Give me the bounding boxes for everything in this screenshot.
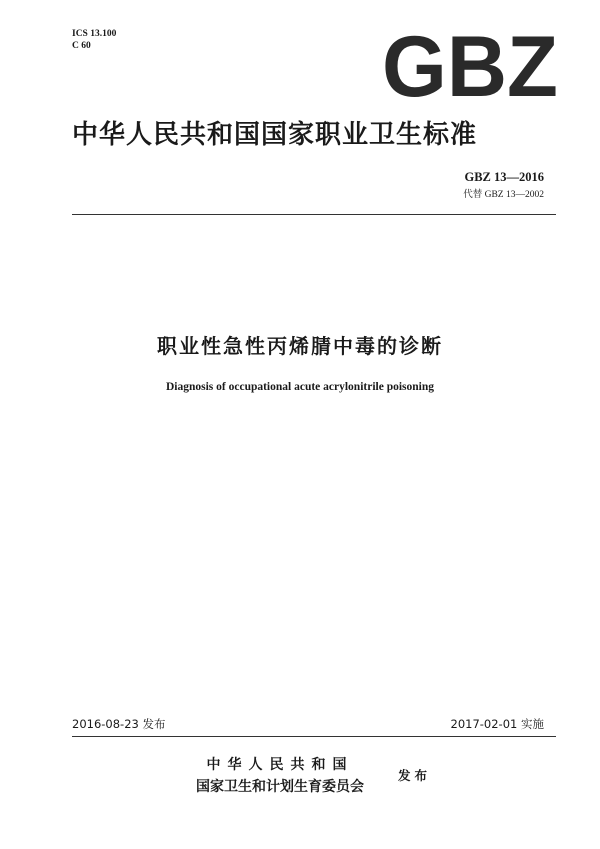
- header-divider: [72, 214, 556, 215]
- publisher-country: 中华人民共和国: [206, 757, 354, 773]
- classification-codes: [72, 28, 116, 52]
- document-title-chinese: 职业性急性丙烯腈中毒的诊断: [157, 334, 443, 358]
- gbz-logo: [380, 28, 560, 102]
- issue-date: 2016-08-23 发布: [72, 717, 166, 731]
- footer-divider: [72, 736, 556, 737]
- publisher-commission: 国家卫生和计划生育委员会: [196, 779, 364, 795]
- standard-number: GBZ 13—2016: [464, 170, 544, 184]
- ics-code: ICS 13.100: [72, 29, 117, 39]
- implementation-date: 2017-02-01 实施: [450, 717, 544, 731]
- replaces-standard: 代替 GBZ 13—2002: [463, 190, 544, 200]
- gbz-logo-graphic: [380, 28, 560, 102]
- ccs-code: C 60: [72, 41, 91, 51]
- gbz-logo-text: GBZ: [382, 28, 558, 102]
- document-title-english: Diagnosis of occupational acute acrylonitrile poisoning: [165, 381, 435, 393]
- publish-label: 发布: [398, 768, 432, 783]
- standard-authority-title: 中华人民共和国国家职业卫生标准: [72, 120, 478, 150]
